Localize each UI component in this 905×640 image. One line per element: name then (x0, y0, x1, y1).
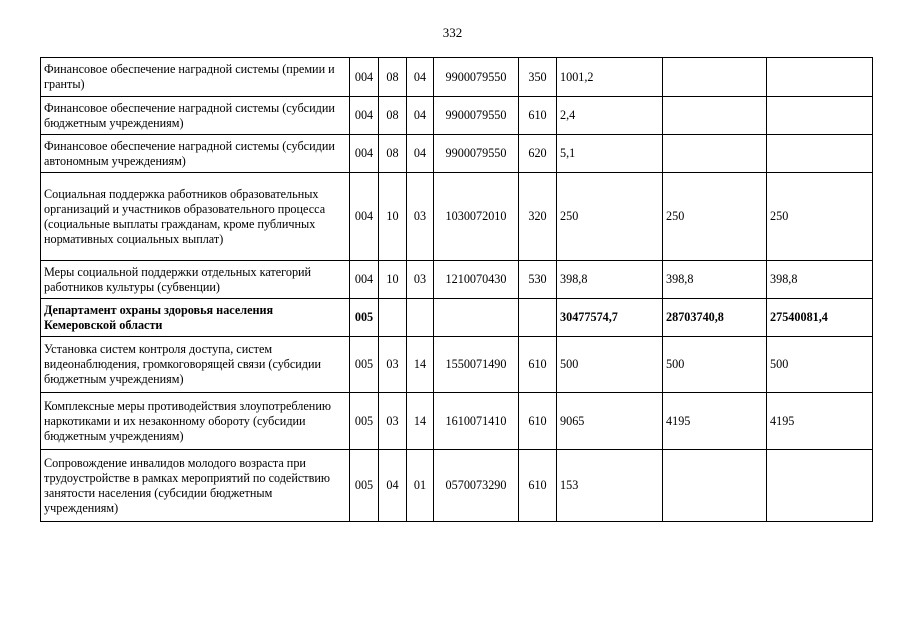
table-row (41, 450, 873, 522)
expense-type-cell: 350 (519, 58, 557, 97)
amount-year2-cell: 4195 (663, 393, 767, 450)
ministry-code-cell: 004 (350, 173, 379, 261)
ministry-code-cell: 004 (350, 135, 379, 173)
section-code-cell: 10 (379, 261, 407, 299)
subsection-code-cell: 04 (407, 135, 434, 173)
amount-year1-cell: 2,4 (557, 97, 663, 135)
ministry-code-cell: 005 (350, 299, 379, 337)
amount-year2-cell: 500 (663, 337, 767, 393)
table-row (41, 135, 873, 173)
subsection-code-cell: 03 (407, 261, 434, 299)
row-name-cell: Финансовое обеспечение наградной системы (субсидии бюджетным учреждениям) (41, 97, 350, 135)
subsection-code-cell: 01 (407, 450, 434, 522)
amount-year3-cell: 4195 (767, 393, 873, 450)
target-article-cell: 9900079550 (434, 58, 519, 97)
section-code-cell: 08 (379, 135, 407, 173)
expense-type-cell: 610 (519, 97, 557, 135)
row-name-cell: Департамент охраны здоровья населения Кемеровской области (41, 299, 350, 337)
table-body (41, 58, 873, 522)
section-code-cell: 03 (379, 393, 407, 450)
table-row (41, 393, 873, 450)
target-article-cell: 1610071410 (434, 393, 519, 450)
table-row (41, 173, 873, 261)
target-article-cell: 9900079550 (434, 97, 519, 135)
target-article-cell: 9900079550 (434, 135, 519, 173)
subsection-code-cell: 03 (407, 173, 434, 261)
expense-type-cell: 530 (519, 261, 557, 299)
expense-type-cell: 610 (519, 450, 557, 522)
row-name-cell: Меры социальной поддержки отдельных категорий работников культуры (субвенции) (41, 261, 350, 299)
amount-year2-cell: 28703740,8 (663, 299, 767, 337)
ministry-code-cell: 005 (350, 450, 379, 522)
section-code-cell: 03 (379, 337, 407, 393)
row-name-cell: Финансовое обеспечение наградной системы (субсидии автономным учреждениям) (41, 135, 350, 173)
amount-year1-cell: 500 (557, 337, 663, 393)
amount-year3-cell: 250 (767, 173, 873, 261)
section-code-cell: 10 (379, 173, 407, 261)
target-article-cell: 1030072010 (434, 173, 519, 261)
section-code-cell (379, 299, 407, 337)
amount-year3-cell (767, 135, 873, 173)
amount-year3-cell: 500 (767, 337, 873, 393)
subsection-code-cell: 14 (407, 393, 434, 450)
ministry-code-cell: 004 (350, 261, 379, 299)
budget-table (40, 57, 873, 522)
table-row (41, 58, 873, 97)
amount-year1-cell: 1001,2 (557, 58, 663, 97)
row-name-cell: Установка систем контроля доступа, систем видеонаблюдения, громкоговорящей связи (субсидии бюджетным учреждениям) (41, 337, 350, 393)
amount-year1-cell: 9065 (557, 393, 663, 450)
target-article-cell: 1210070430 (434, 261, 519, 299)
table-row (41, 299, 873, 337)
expense-type-cell: 320 (519, 173, 557, 261)
amount-year2-cell (663, 58, 767, 97)
expense-type-cell: 620 (519, 135, 557, 173)
amount-year2-cell: 398,8 (663, 261, 767, 299)
subsection-code-cell: 04 (407, 97, 434, 135)
target-article-cell (434, 299, 519, 337)
expense-type-cell: 610 (519, 337, 557, 393)
table-row (41, 97, 873, 135)
amount-year3-cell (767, 450, 873, 522)
amount-year2-cell (663, 450, 767, 522)
expense-type-cell (519, 299, 557, 337)
subsection-code-cell: 04 (407, 58, 434, 97)
target-article-cell: 0570073290 (434, 450, 519, 522)
row-name-cell: Финансовое обеспечение наградной системы (премии и гранты) (41, 58, 350, 97)
amount-year1-cell: 398,8 (557, 261, 663, 299)
amount-year1-cell: 153 (557, 450, 663, 522)
target-article-cell: 1550071490 (434, 337, 519, 393)
section-code-cell: 08 (379, 58, 407, 97)
row-name-cell: Сопровождение инвалидов молодого возраста при трудоустройстве в рамках мероприятий по содействию занятости населения (субсидии бюджетным учреждениям) (41, 450, 350, 522)
amount-year2-cell (663, 135, 767, 173)
ministry-code-cell: 005 (350, 393, 379, 450)
row-name-cell: Социальная поддержка работников образовательных организаций и участников образовательного процесса (социальные выплаты гражданам, кроме публичных нормативных социальных выплат) (41, 173, 350, 261)
ministry-code-cell: 005 (350, 337, 379, 393)
expense-type-cell: 610 (519, 393, 557, 450)
amount-year1-cell: 250 (557, 173, 663, 261)
row-name-cell: Комплексные меры противодействия злоупотреблению наркотиками и их незаконному обороту (субсидии бюджетным учреждениям) (41, 393, 350, 450)
ministry-code-cell: 004 (350, 58, 379, 97)
amount-year3-cell (767, 97, 873, 135)
subsection-code-cell: 14 (407, 337, 434, 393)
amount-year1-cell: 5,1 (557, 135, 663, 173)
table-row (41, 337, 873, 393)
section-code-cell: 04 (379, 450, 407, 522)
amount-year3-cell (767, 58, 873, 97)
subsection-code-cell (407, 299, 434, 337)
table-row (41, 261, 873, 299)
amount-year3-cell: 398,8 (767, 261, 873, 299)
section-code-cell: 08 (379, 97, 407, 135)
amount-year1-cell: 30477574,7 (557, 299, 663, 337)
page-number: 332 (442, 25, 463, 40)
amount-year2-cell (663, 97, 767, 135)
amount-year3-cell: 27540081,4 (767, 299, 873, 337)
ministry-code-cell: 004 (350, 97, 379, 135)
amount-year2-cell: 250 (663, 173, 767, 261)
